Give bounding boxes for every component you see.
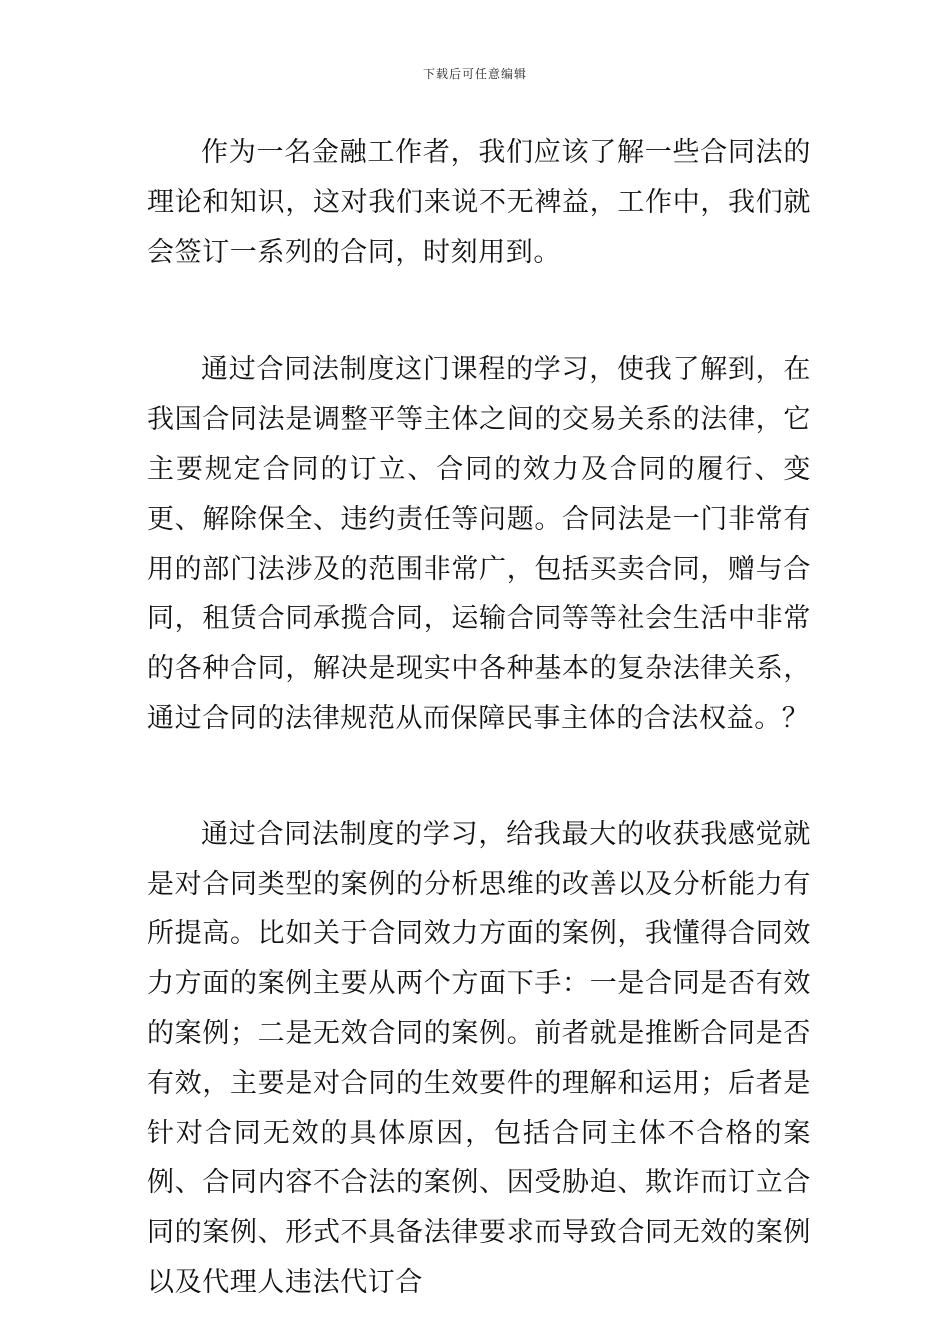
- paragraph-1: 作为一名金融工作者，我们应该了解一些合同法的理论和知识，这对我们来说不无裨益，工作中，我们就会签订一系列的合同，时刻用到。: [147, 137, 811, 268]
- paragraph-2: 通过合同法制度这门课程的学习，使我了解到，在我国合同法是调整平等主体之间的交易关系的法律，它主要规定合同的订立、合同的效力及合同的履行、变更、解除保全、违约责任等问题。合同法是一门非常有用的部门法涉及的范围非常广，包括买卖合同，赠与合同，租赁合同承揽合同，运输合同等等社会生活中非常的各种合同，解决是现实中各种基本的复杂法律关系，通过合同的法律规范从而保障民事主体的合法权益。？: [147, 354, 811, 734]
- document-body: [147, 128, 811, 1308]
- page-header: 下载后可任意编辑: [422, 67, 527, 81]
- paragraph-3: 通过合同法制度的学习，给我最大的收获我感觉就是对合同类型的案例的分析思维的改善以及分析能力有所提高。比如关于合同效力方面的案例，我懂得合同效力方面的案例主要从两个方面下手：一是合同是否有效的案例；二是无效合同的案例。前者就是推断合同是否有效，主要是对合同的生效要件的理解和运用；后者是针对合同无效的具体原因，包括合同主体不合格的案例、合同内容不合法的案例、因受胁迫、欺诈而订立合同的案例、形式不具备法律要求而导致合同无效的案例以及代理人违法代订合: [147, 818, 811, 1298]
